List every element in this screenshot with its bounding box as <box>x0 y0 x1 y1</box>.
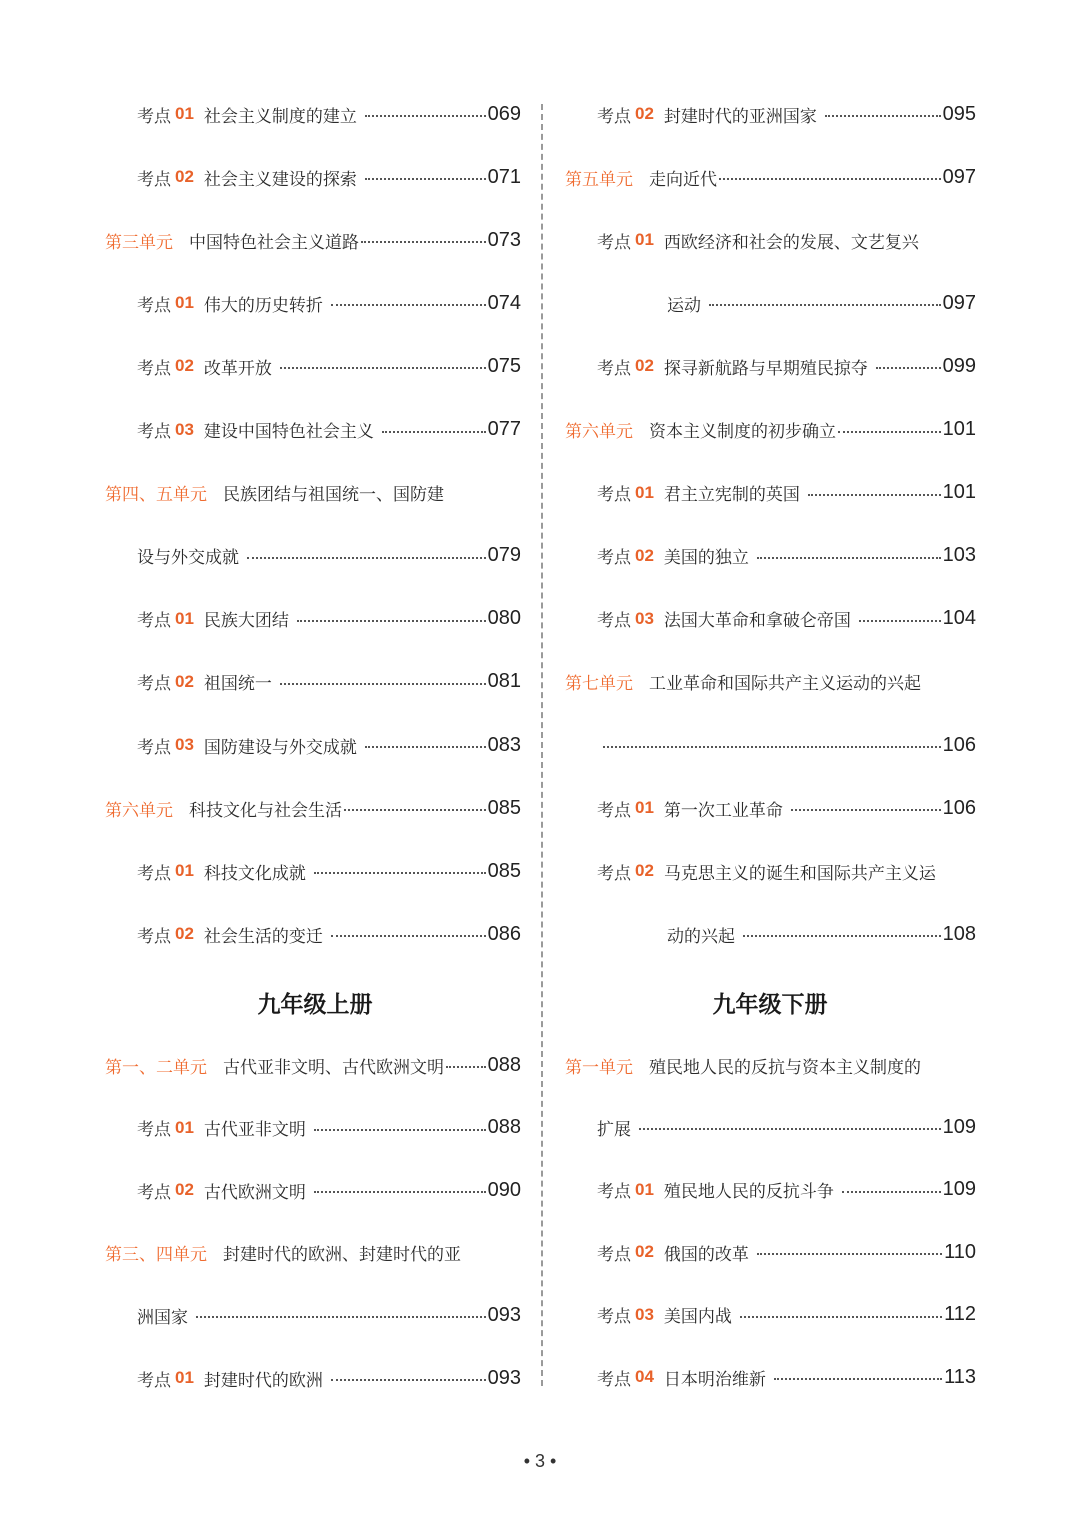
kaodian-label: 考点 <box>137 737 171 758</box>
page-ref: 108 <box>942 922 976 945</box>
entry-title: 古代亚非文明、古代欧洲文明 <box>223 1057 444 1078</box>
dot-leader <box>280 367 486 369</box>
unit-label: 第一、二单元 <box>105 1057 207 1078</box>
entry-title: 扩展 <box>597 1119 631 1140</box>
toc-entry[interactable] <box>105 730 521 760</box>
kaodian-label: 考点 <box>597 800 631 821</box>
entry-title: 民族团结与祖国统一、国防建 <box>223 485 444 506</box>
page-ref: 088 <box>487 1116 521 1139</box>
page-ref: 077 <box>487 418 521 440</box>
kaodian-label: 考点 <box>597 485 631 506</box>
toc-entry[interactable] <box>565 1175 976 1205</box>
kaodian-label: 考点 <box>137 358 171 379</box>
toc-entry[interactable] <box>565 856 976 886</box>
point-number: 01 <box>175 608 194 628</box>
page-ref: 113 <box>944 1365 976 1388</box>
entry-title: 科技文化成就 <box>203 863 306 884</box>
entry-title: 祖国统一 <box>203 674 272 695</box>
entry-title: 美国的独立 <box>663 548 749 569</box>
dot-leader <box>314 1191 486 1193</box>
toc-unit-entry[interactable] <box>565 667 976 697</box>
point-number: 01 <box>175 1368 194 1387</box>
page-ref: 074 <box>487 291 521 314</box>
kaodian-label: 考点 <box>137 169 171 190</box>
kaodian-label: 考点 <box>597 1182 631 1203</box>
page-ref: 106 <box>942 733 976 756</box>
toc-entry[interactable] <box>565 730 976 760</box>
unit-label: 第五单元 <box>565 169 633 190</box>
dot-leader <box>825 115 941 117</box>
entry-title: 日本明治维新 <box>663 1369 766 1390</box>
entry-title: 民族大团结 <box>203 611 289 632</box>
kaodian-label: 考点 <box>597 358 631 379</box>
unit-label: 第六单元 <box>565 422 633 442</box>
page-ref: 093 <box>487 1303 521 1326</box>
unit-label: 第四、五单元 <box>105 485 207 506</box>
entry-title: 洲国家 <box>137 1307 188 1328</box>
toc-entry[interactable] <box>565 288 976 318</box>
point-number: 01 <box>635 230 654 250</box>
page-ref: 101 <box>942 481 976 504</box>
volume-title-grade9-second: 九年级下册 <box>712 992 828 1018</box>
dot-leader <box>331 1379 486 1381</box>
dot-leader <box>709 304 941 306</box>
dot-leader <box>297 620 486 622</box>
kaodian-label: 考点 <box>137 674 171 695</box>
dot-leader <box>331 304 486 306</box>
toc-entry[interactable] <box>565 1362 976 1392</box>
entry-title: 封建时代的欧洲 <box>203 1370 323 1391</box>
entry-title: 俄国的改革 <box>663 1244 749 1265</box>
unit-label: 第三单元 <box>105 232 173 253</box>
dot-leader <box>247 557 486 559</box>
entry-title: 君主立宪制的英国 <box>663 485 800 506</box>
point-number: 02 <box>175 356 194 376</box>
page-ref: 090 <box>487 1178 521 1201</box>
kaodian-label: 考点 <box>597 548 631 569</box>
kaodian-label: 考点 <box>597 1307 631 1328</box>
kaodian-label: 考点 <box>137 1370 171 1391</box>
kaodian-label: 考点 <box>137 863 171 884</box>
dot-leader <box>791 809 941 811</box>
dot-leader <box>361 241 486 243</box>
entry-title: 运动 <box>667 295 701 316</box>
page-ref: 099 <box>942 354 976 377</box>
dot-leader <box>314 872 486 874</box>
toc-unit-entry[interactable] <box>105 478 521 508</box>
page-ref: 075 <box>487 354 521 377</box>
dot-leader <box>331 935 486 937</box>
dot-leader <box>196 1316 486 1318</box>
toc-entry[interactable] <box>105 415 521 445</box>
entry-title: 探寻新航路与早期殖民掠夺 <box>663 358 868 379</box>
entry-title: 西欧经济和社会的发展、文艺复兴 <box>663 232 919 253</box>
dot-leader <box>382 431 486 433</box>
entry-title: 古代欧洲文明 <box>203 1182 306 1203</box>
dot-leader <box>757 557 941 559</box>
kaodian-label: 考点 <box>597 232 631 253</box>
dot-leader <box>365 746 486 748</box>
point-number: 01 <box>175 861 194 881</box>
point-number: 02 <box>175 924 194 944</box>
entry-title: 马克思主义的诞生和国际共产主义运 <box>663 863 936 884</box>
page-ref: 101 <box>942 418 976 440</box>
toc-entry[interactable] <box>565 1112 976 1142</box>
page-ref: 109 <box>942 1115 976 1138</box>
point-number: 01 <box>175 1117 194 1137</box>
page-ref: 097 <box>942 291 976 314</box>
dot-leader <box>808 494 941 496</box>
unit-label: 第七单元 <box>565 674 633 695</box>
kaodian-label: 考点 <box>597 106 631 127</box>
toc-unit-entry[interactable] <box>105 1238 521 1268</box>
page-ref: 086 <box>487 922 521 945</box>
toc-entry[interactable] <box>565 1300 976 1330</box>
dot-leader <box>344 809 486 811</box>
page-ref: 112 <box>944 1303 976 1326</box>
kaodian-label: 考点 <box>137 611 171 632</box>
toc-entry[interactable] <box>565 351 976 381</box>
page-ref: 071 <box>487 165 521 188</box>
toc-entry[interactable] <box>565 225 976 255</box>
dot-leader <box>603 746 941 748</box>
dot-leader <box>740 1316 942 1318</box>
page-ref: 106 <box>942 796 976 819</box>
toc-entry[interactable] <box>105 351 521 381</box>
dot-leader <box>639 1128 941 1130</box>
page-ref: 095 <box>942 102 976 125</box>
toc-unit-entry[interactable] <box>565 415 976 445</box>
kaodian-label: 考点 <box>137 1120 171 1141</box>
point-number: 04 <box>635 1367 654 1386</box>
toc-unit-entry[interactable] <box>105 225 521 255</box>
point-number: 02 <box>635 1242 654 1262</box>
dot-leader <box>280 683 486 685</box>
entry-title: 国防建设与外交成就 <box>203 737 357 758</box>
kaodian-label: 考点 <box>137 422 171 442</box>
page-ref: 080 <box>487 607 521 630</box>
dot-leader <box>774 1378 942 1380</box>
page-ref: 088 <box>487 1053 521 1076</box>
page-ref: 083 <box>487 733 521 756</box>
entry-title: 封建时代的欧洲、封建时代的亚 <box>223 1245 461 1266</box>
column-divider <box>541 104 543 1386</box>
dot-leader <box>365 178 486 180</box>
entry-title: 法国大革命和拿破仑帝国 <box>663 611 851 632</box>
entry-title: 走向近代 <box>649 169 717 190</box>
entry-title: 中国特色社会主义道路 <box>189 232 359 253</box>
toc-entry[interactable] <box>105 162 521 192</box>
entry-title: 设与外交成就 <box>137 548 239 569</box>
dot-leader <box>859 620 941 622</box>
toc-entry[interactable] <box>105 604 521 634</box>
page-ref: 069 <box>487 102 521 125</box>
toc-entry[interactable] <box>105 919 521 949</box>
point-number: 03 <box>175 735 194 754</box>
volume-title-grade9-first: 九年级上册 <box>257 992 373 1018</box>
dot-leader <box>446 1066 486 1068</box>
point-number: 02 <box>175 1180 194 1200</box>
toc-unit-entry[interactable] <box>565 1050 976 1080</box>
kaodian-label: 考点 <box>597 611 631 632</box>
dot-leader <box>838 431 941 433</box>
kaodian-label: 考点 <box>137 926 171 947</box>
toc-entry[interactable] <box>105 541 521 571</box>
toc-entry[interactable] <box>105 99 521 129</box>
dot-leader <box>743 935 941 937</box>
page-ref: 085 <box>487 796 521 819</box>
point-number: 01 <box>635 798 654 818</box>
page-ref: 093 <box>487 1366 521 1389</box>
point-number: 02 <box>635 545 654 565</box>
point-number: 01 <box>175 104 194 123</box>
dot-leader <box>314 1129 486 1131</box>
page-ref: 081 <box>487 670 521 693</box>
toc-entry[interactable] <box>105 1363 521 1393</box>
entry-title: 社会生活的变迁 <box>203 926 323 947</box>
point-number: 03 <box>635 1304 654 1324</box>
point-number: 02 <box>635 861 654 881</box>
entry-title: 古代亚非文明 <box>203 1120 306 1141</box>
toc-entry[interactable] <box>105 856 521 886</box>
page-ref: 110 <box>944 1240 976 1263</box>
entry-title: 伟大的历史转折 <box>203 295 323 316</box>
point-number: 02 <box>175 671 194 691</box>
point-number: 02 <box>175 167 194 187</box>
toc-entry[interactable] <box>105 1175 521 1205</box>
page-ref: 103 <box>942 544 976 567</box>
toc-unit-entry[interactable] <box>565 162 976 192</box>
entry-title: 建设中国特色社会主义 <box>203 422 374 442</box>
page-ref: 109 <box>942 1178 976 1201</box>
entry-title: 改革开放 <box>203 358 272 379</box>
page-number: • 3 • <box>523 1451 557 1471</box>
entry-title: 殖民地人民的反抗斗争 <box>663 1182 834 1203</box>
toc-entry[interactable] <box>565 541 976 571</box>
page-ref: 073 <box>487 228 521 251</box>
toc-entry[interactable] <box>565 478 976 508</box>
dot-leader <box>365 115 486 117</box>
kaodian-label: 考点 <box>137 106 171 127</box>
dot-leader <box>876 367 941 369</box>
entry-title: 资本主义制度的初步确立 <box>649 422 836 442</box>
page-ref: 079 <box>487 544 521 567</box>
kaodian-label: 考点 <box>137 1182 171 1203</box>
dot-leader <box>757 1253 942 1255</box>
toc-entry[interactable] <box>565 1237 976 1267</box>
page-ref: 104 <box>942 607 976 630</box>
entry-title: 美国内战 <box>663 1307 732 1328</box>
point-number: 01 <box>175 293 194 313</box>
dot-leader <box>842 1191 941 1193</box>
toc-entry[interactable] <box>105 667 521 697</box>
page-ref: 085 <box>487 859 521 882</box>
entry-title: 动的兴起 <box>667 926 735 947</box>
unit-label: 第六单元 <box>105 800 173 821</box>
toc-entry[interactable] <box>105 1113 521 1143</box>
entry-title: 殖民地人民的反抗与资本主义制度的 <box>649 1057 921 1078</box>
toc-entry[interactable] <box>565 793 976 823</box>
entry-title: 第一次工业革命 <box>663 800 783 821</box>
toc-entry[interactable] <box>105 288 521 318</box>
entry-title: 社会主义制度的建立 <box>203 106 357 127</box>
toc-entry[interactable] <box>105 1300 521 1330</box>
toc-unit-entry[interactable] <box>105 1050 521 1080</box>
page-ref: 097 <box>942 165 976 188</box>
entry-title: 工业革命和国际共产主义运动的兴起 <box>649 674 921 695</box>
toc-unit-entry[interactable] <box>105 793 521 823</box>
kaodian-label: 考点 <box>597 1244 631 1265</box>
entry-title: 封建时代的亚洲国家 <box>663 106 817 127</box>
point-number: 02 <box>635 356 654 376</box>
kaodian-label: 考点 <box>597 863 631 884</box>
point-number: 01 <box>635 482 654 502</box>
toc-entry[interactable] <box>565 919 976 949</box>
unit-label: 第三、四单元 <box>105 1245 207 1266</box>
point-number: 02 <box>635 104 654 123</box>
kaodian-label: 考点 <box>597 1369 631 1390</box>
unit-label: 第一单元 <box>565 1057 633 1078</box>
point-number: 01 <box>635 1179 654 1199</box>
kaodian-label: 考点 <box>137 295 171 316</box>
point-number: 03 <box>175 419 194 439</box>
entry-title: 社会主义建设的探索 <box>203 169 357 190</box>
toc-entry[interactable] <box>565 604 976 634</box>
toc-entry[interactable] <box>565 99 976 129</box>
entry-title: 科技文化与社会生活 <box>189 800 342 821</box>
point-number: 03 <box>635 608 654 628</box>
dot-leader <box>719 178 941 180</box>
